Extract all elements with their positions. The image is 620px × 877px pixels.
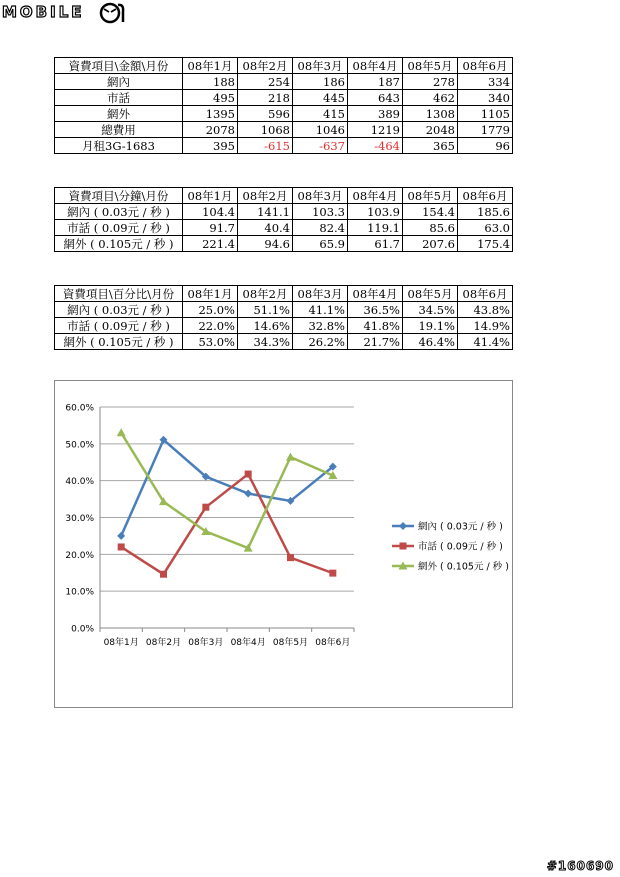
data-point [245,471,252,478]
table-row [55,122,513,138]
x-tick-label: 08年4月 [230,638,266,648]
column-header: 08年2月 [238,286,293,302]
table-cell: 643 [348,90,403,106]
column-header: 08年1月 [183,58,238,74]
table-cell: 185.6 [458,204,513,220]
table-cell: -464 [348,138,403,154]
minutes-table [54,187,513,252]
data-point [329,570,336,577]
table-cell: 41.1% [293,302,348,318]
table-header-row [55,286,513,302]
table-cell: 278 [403,74,458,90]
table-cell: 43.8% [458,302,513,318]
column-header: 08年2月 [238,188,293,204]
table-cell: 389 [348,106,403,122]
table-cell: 34.5% [403,302,458,318]
column-header: 08年5月 [403,58,458,74]
table-cell: 254 [238,74,293,90]
table-row [55,302,513,318]
column-header: 08年6月 [458,188,513,204]
table-cell: 1395 [183,106,238,122]
table-cell: 154.4 [403,204,458,220]
table-cell: 395 [183,138,238,154]
table-body [55,204,513,252]
row-label: 市話 [55,90,183,106]
table-cell: 46.4% [403,334,458,350]
table-cell: 1105 [458,106,513,122]
table-cell: 53.0% [183,334,238,350]
table-cell: 119.1 [348,220,403,236]
legend-label: 市話 ( 0.09元 / 秒 ) [418,541,503,553]
data-point [286,453,295,461]
table-cell: 175.4 [458,236,513,252]
table-row [55,236,513,252]
table-cell: 186 [293,74,348,90]
table-cell: 103.9 [348,204,403,220]
row-label: 市話 ( 0.09元 / 秒 ) [55,318,183,334]
table-cell: 340 [458,90,513,106]
y-tick-label: 50.0% [65,440,94,451]
x-tick-label: 08年2月 [145,638,182,648]
row-label: 月租3G-1683 [55,138,183,154]
row-label: 網內 [55,74,183,90]
row-label: 網內 ( 0.03元 / 秒 ) [55,204,183,220]
y-tick-label: 30.0% [65,514,94,524]
row-label: 總費用 [55,122,183,138]
column-header: 08年6月 [458,58,513,74]
table-cell: 36.5% [348,302,403,318]
data-point [118,543,125,550]
column-header: 08年3月 [293,188,348,204]
table-cell: 41.4% [458,334,513,350]
series-line [121,440,333,536]
logo-face-icon [97,2,127,24]
table-cell: 103.3 [293,204,348,220]
table-cell: 104.4 [183,204,238,220]
table-cell: 21.7% [348,334,403,350]
table-cell: 445 [293,90,348,106]
table-cell: 1308 [403,106,458,122]
column-header: 08年5月 [403,286,458,302]
table-header-row [55,58,513,74]
table-cell: 495 [183,90,238,106]
table-body [55,74,513,154]
table-cell: 207.6 [403,236,458,252]
table-cell: 25.0% [183,302,238,318]
watermark-id: #160690 [546,859,614,873]
table-cell: 462 [403,90,458,106]
x-tick-label: 08年5月 [272,638,309,648]
table-cell: 1779 [458,122,513,138]
table-cell: 1046 [293,122,348,138]
data-point [117,532,125,540]
table-header-row [55,188,513,204]
table-cell: 82.4 [293,220,348,236]
table-corner-header: 資費項目\金額\月份 [55,58,183,74]
table-cell: 14.9% [458,318,513,334]
table-cell: 61.7 [348,236,403,252]
row-label: 網外 ( 0.105元 / 秒 ) [55,334,183,350]
table-cell: 94.6 [238,236,293,252]
cost-table [54,57,513,154]
legend-label: 網外 ( 0.105元 / 秒 ) [418,561,509,573]
data-point [202,504,209,511]
table-cell: 415 [293,106,348,122]
row-label: 網內 ( 0.03元 / 秒 ) [55,302,183,318]
table-corner-header: 資費項目\分鐘\月份 [55,188,183,204]
table-cell: 91.7 [183,220,238,236]
table-cell: 2078 [183,122,238,138]
table-cell: 40.4 [238,220,293,236]
table-cell: 141.1 [238,204,293,220]
table-row [55,106,513,122]
series-line [121,474,333,574]
table-cell: 63.0 [458,220,513,236]
table-cell: 596 [238,106,293,122]
table-cell: 365 [403,138,458,154]
chart-svg [55,381,512,707]
x-tick-label: 08年1月 [103,638,139,648]
data-point [287,554,294,561]
table-row [55,74,513,90]
y-tick-label: 60.0% [65,403,94,414]
y-tick-label: 40.0% [65,477,94,488]
table-cell: 1068 [238,122,293,138]
y-tick-label: 20.0% [65,550,94,561]
percent-table [54,285,513,350]
column-header: 08年2月 [238,58,293,74]
table-row [55,334,513,350]
legend-label: 網內 ( 0.03元 / 秒 ) [418,521,503,533]
column-header: 08年4月 [348,286,403,302]
table-cell: 41.8% [348,318,403,334]
row-label: 網外 [55,106,183,122]
table-cell: -615 [238,138,293,154]
data-point [244,490,252,498]
table-cell: 85.6 [403,220,458,236]
column-header: 08年1月 [183,188,238,204]
row-label: 市話 ( 0.09元 / 秒 ) [55,220,183,236]
table-cell: 26.2% [293,334,348,350]
table-cell: 1219 [348,122,403,138]
legend-marker [400,543,407,550]
percent-line-chart [54,380,513,708]
table-cell: 187 [348,74,403,90]
table-cell: 218 [238,90,293,106]
table-cell: -637 [293,138,348,154]
table-row [55,138,513,154]
logo-text: MOBILE [2,3,85,21]
table-cell: 32.8% [293,318,348,334]
table-cell: 14.6% [238,318,293,334]
x-tick-label: 08年6月 [315,638,351,648]
table-cell: 96 [458,138,513,154]
y-tick-label: 10.0% [65,587,94,598]
x-tick-label: 08年3月 [188,638,224,648]
column-header: 08年3月 [293,286,348,302]
table-cell: 51.1% [238,302,293,318]
column-header: 08年4月 [348,188,403,204]
column-header: 08年1月 [183,286,238,302]
table-corner-header: 資費項目\百分比\月份 [55,286,183,302]
column-header: 08年6月 [458,286,513,302]
column-header: 08年4月 [348,58,403,74]
table-row [55,220,513,236]
table-row [55,318,513,334]
table-cell: 34.3% [238,334,293,350]
table-row [55,204,513,220]
table-cell: 221.4 [183,236,238,252]
legend-marker [399,522,407,530]
data-point [160,571,167,578]
row-label: 網外 ( 0.105元 / 秒 ) [55,236,183,252]
y-tick-label: 0.0% [71,624,94,635]
data-point [117,428,126,436]
table-cell: 19.1% [403,318,458,334]
column-header: 08年3月 [293,58,348,74]
column-header: 08年5月 [403,188,458,204]
table-cell: 65.9 [293,236,348,252]
table-body [55,302,513,350]
table-row [55,90,513,106]
table-cell: 334 [458,74,513,90]
table-cell: 22.0% [183,318,238,334]
table-cell: 2048 [403,122,458,138]
table-cell: 188 [183,74,238,90]
